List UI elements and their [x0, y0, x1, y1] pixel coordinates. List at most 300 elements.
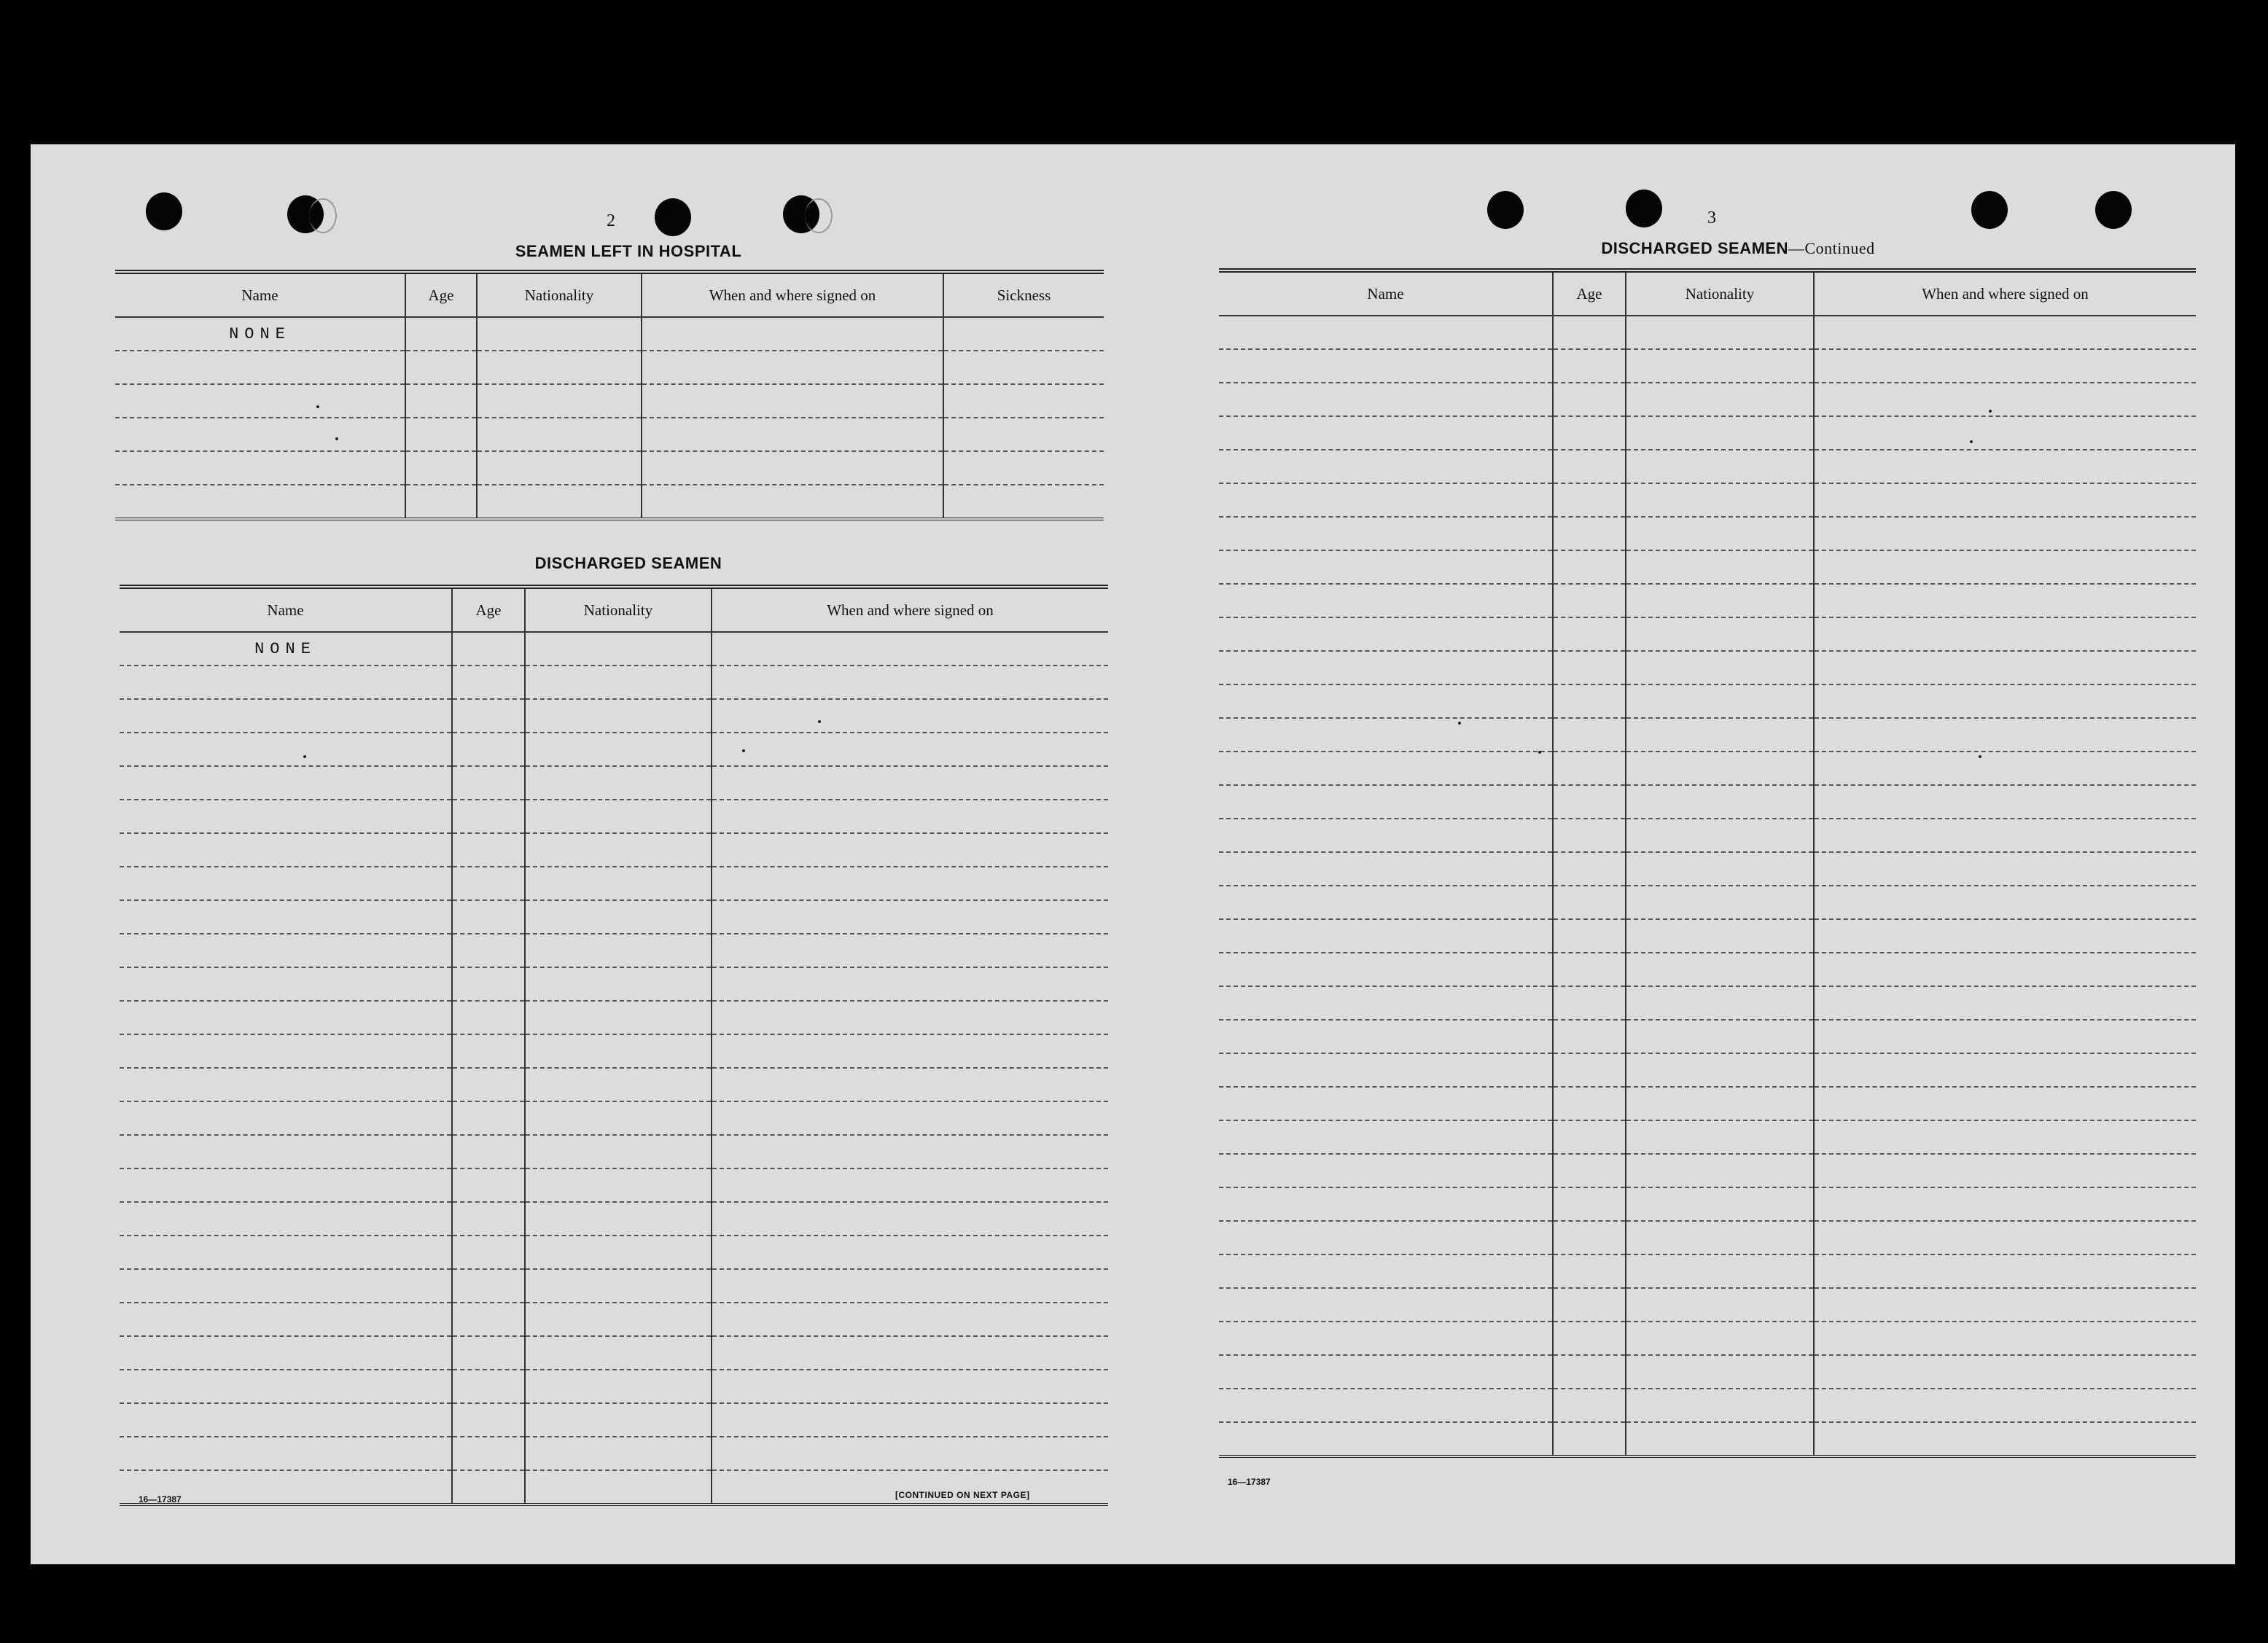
table-cell	[452, 900, 525, 934]
table-cell	[1814, 819, 2196, 852]
table-cell	[1553, 852, 1626, 886]
table-cell	[525, 1236, 712, 1269]
table-cell	[1814, 886, 2196, 919]
table-row	[115, 418, 1104, 451]
table-cell	[1626, 1254, 1814, 1288]
table-cell	[1553, 1221, 1626, 1254]
form-code: 16—17387	[1228, 1477, 1271, 1487]
table-cell	[1553, 1355, 1626, 1389]
binder-hole	[2095, 191, 2132, 229]
table-cell	[115, 384, 405, 418]
table-cell	[1553, 1120, 1626, 1154]
table-cell	[1814, 651, 2196, 684]
table-cell	[452, 1437, 525, 1470]
table-cell	[712, 1303, 1108, 1336]
table-cell	[120, 1303, 452, 1336]
table-cell	[1814, 483, 2196, 517]
table-cell	[1219, 1254, 1553, 1288]
table-cell	[1814, 617, 2196, 651]
table-row	[1219, 953, 2196, 986]
table-cell	[1219, 1355, 1553, 1389]
table-row	[120, 699, 1108, 733]
table-cell	[642, 351, 943, 384]
column-header: Name	[120, 589, 452, 632]
table-cell	[525, 1403, 712, 1437]
table-row	[1219, 450, 2196, 483]
table-cell	[1814, 684, 2196, 718]
table-cell	[120, 867, 452, 900]
table-cell	[1626, 852, 1814, 886]
column-header: Age	[452, 589, 525, 632]
table-row	[120, 1101, 1108, 1135]
table-cell	[1814, 517, 2196, 550]
column-header: When and where signed on	[1814, 273, 2196, 316]
table-cell	[1626, 416, 1814, 450]
table-cell	[1553, 416, 1626, 450]
table-cell	[1553, 1087, 1626, 1120]
table-cell	[452, 1001, 525, 1034]
table-cell	[525, 733, 712, 766]
table-cell	[712, 666, 1108, 699]
table-row	[120, 1437, 1108, 1470]
table-cell	[120, 1437, 452, 1470]
table-cell	[1553, 1422, 1626, 1455]
table-cell	[1553, 584, 1626, 617]
table-row	[1219, 1154, 2196, 1187]
table-cell	[120, 967, 452, 1001]
table-cell	[712, 967, 1108, 1001]
table-cell	[120, 800, 452, 833]
table-row	[1219, 316, 2196, 349]
table-cell	[1219, 684, 1553, 718]
table-cell	[712, 1101, 1108, 1135]
table-cell	[1626, 316, 1814, 349]
table-cell	[1553, 752, 1626, 785]
table-cell	[1626, 953, 1814, 986]
table-cell	[943, 317, 1104, 351]
table-cell	[452, 1101, 525, 1135]
speck	[335, 437, 338, 440]
table-cell	[452, 1370, 525, 1403]
table-cell	[712, 1370, 1108, 1403]
table-cell	[1219, 785, 1553, 819]
table-cell	[1814, 718, 2196, 752]
column-header: When and where signed on	[712, 589, 1108, 632]
hospital-table	[115, 270, 1104, 520]
table-row	[120, 934, 1108, 967]
table-cell	[1219, 550, 1553, 584]
column-header: Nationality	[525, 589, 712, 632]
table-cell	[120, 833, 452, 867]
table-cell	[1219, 1187, 1553, 1221]
table-row	[1219, 852, 2196, 886]
left-page	[31, 144, 1133, 1564]
table-row	[1219, 383, 2196, 416]
table-row	[1219, 1020, 2196, 1053]
table-cell	[1814, 1288, 2196, 1322]
table-cell	[1626, 819, 1814, 852]
table-cell	[1814, 953, 2196, 986]
table-cell	[1626, 1422, 1814, 1455]
table-cell	[1626, 1187, 1814, 1221]
table-row	[120, 967, 1108, 1001]
table-cell	[1814, 1221, 2196, 1254]
table-cell	[1219, 752, 1553, 785]
table-cell	[1814, 550, 2196, 584]
table-cell	[525, 699, 712, 733]
column-header: Sickness	[943, 274, 1104, 317]
discharged-table	[120, 585, 1108, 1506]
table-cell	[525, 833, 712, 867]
table-row	[1219, 550, 2196, 584]
table-cell	[525, 1470, 712, 1503]
table-row	[1219, 584, 2196, 617]
page-number: 3	[1707, 208, 1716, 227]
table-row	[1219, 785, 2196, 819]
table-cell	[1626, 1389, 1814, 1422]
table-cell	[1626, 1020, 1814, 1053]
table-cell	[452, 967, 525, 1001]
table-row	[1219, 1288, 2196, 1322]
discharged-continued-table	[1219, 268, 2196, 1458]
table-cell	[712, 900, 1108, 934]
speck	[316, 405, 319, 408]
speck	[303, 755, 306, 758]
table-cell	[1219, 416, 1553, 450]
table-cell	[1553, 316, 1626, 349]
table-cell	[405, 384, 477, 418]
table-cell	[120, 666, 452, 699]
table-cell	[120, 934, 452, 967]
table-cell	[120, 1370, 452, 1403]
table-cell	[1219, 1154, 1553, 1187]
table-cell	[405, 317, 477, 351]
table-cell	[1814, 1254, 2196, 1288]
table-row	[1219, 1120, 2196, 1154]
table-cell	[642, 418, 943, 451]
table-cell	[525, 967, 712, 1001]
table-cell	[1553, 517, 1626, 550]
discharged-continued-title	[1476, 239, 2000, 258]
table-cell	[1626, 651, 1814, 684]
binder-hole	[655, 198, 691, 236]
table-cell	[120, 1068, 452, 1101]
table-cell	[1814, 1154, 2196, 1187]
table-cell	[943, 384, 1104, 418]
table-row	[1219, 517, 2196, 550]
table-cell	[525, 1168, 712, 1202]
table-cell	[1219, 450, 1553, 483]
table-cell	[405, 418, 477, 451]
table-row	[120, 900, 1108, 934]
table-cell	[1814, 1389, 2196, 1422]
table-cell	[1814, 1355, 2196, 1389]
table-cell: NONE	[120, 632, 452, 666]
table-cell	[452, 1236, 525, 1269]
table-cell	[525, 666, 712, 699]
table-row	[120, 1370, 1108, 1403]
table-cell	[1626, 584, 1814, 617]
table-cell	[1814, 1187, 2196, 1221]
table-cell	[712, 632, 1108, 666]
table-cell	[1219, 584, 1553, 617]
table-cell	[1553, 450, 1626, 483]
table-cell	[1553, 785, 1626, 819]
table-row	[120, 1068, 1108, 1101]
table-row	[115, 351, 1104, 384]
table-cell	[452, 666, 525, 699]
table-row	[120, 1168, 1108, 1202]
table-cell	[1553, 1254, 1626, 1288]
table-cell	[1814, 450, 2196, 483]
table-row	[120, 1202, 1108, 1236]
table-cell	[1626, 919, 1814, 953]
table-row	[1219, 416, 2196, 450]
table-cell	[115, 351, 405, 384]
table-cell	[120, 1135, 452, 1168]
table-cell	[1626, 752, 1814, 785]
table-cell	[1626, 986, 1814, 1020]
table-cell	[525, 632, 712, 666]
table-row	[1219, 1053, 2196, 1087]
table-cell	[1553, 953, 1626, 986]
table-cell	[452, 632, 525, 666]
table-cell	[1553, 718, 1626, 752]
table-cell	[452, 1470, 525, 1503]
table-cell	[1626, 383, 1814, 416]
table-cell	[1553, 617, 1626, 651]
table-cell	[1219, 953, 1553, 986]
table-cell	[712, 1068, 1108, 1101]
table-cell	[452, 1403, 525, 1437]
right-page	[1133, 144, 2235, 1564]
table-cell	[1553, 1053, 1626, 1087]
table-row	[120, 1303, 1108, 1336]
table-cell	[1219, 1087, 1553, 1120]
table-row	[120, 1269, 1108, 1303]
table-bottom-rule	[120, 1503, 1108, 1506]
table-cell	[115, 485, 405, 518]
table-cell	[1814, 1422, 2196, 1455]
table-cell	[1626, 1322, 1814, 1355]
table-bottom-rule	[115, 518, 1104, 520]
table-cell	[120, 699, 452, 733]
speck	[1979, 755, 1981, 758]
table-cell	[642, 451, 943, 485]
table-cell	[525, 934, 712, 967]
table-cell	[1219, 919, 1553, 953]
table-cell	[1219, 1322, 1553, 1355]
title-main: DISCHARGED SEAMEN	[1601, 239, 1788, 257]
table-cell	[1219, 852, 1553, 886]
table-cell	[525, 1336, 712, 1370]
table-cell	[642, 384, 943, 418]
table-cell	[1814, 785, 2196, 819]
table-cell	[1814, 986, 2196, 1020]
table-row	[115, 485, 1104, 518]
table-cell	[405, 485, 477, 518]
table-row	[1219, 986, 2196, 1020]
table-cell	[1553, 651, 1626, 684]
table-cell	[712, 1001, 1108, 1034]
table-cell	[1219, 383, 1553, 416]
table-cell	[477, 384, 642, 418]
table-cell	[1553, 886, 1626, 919]
table-cell	[1626, 1288, 1814, 1322]
table-cell	[1626, 1154, 1814, 1187]
table-cell	[1219, 718, 1553, 752]
scanned-document	[31, 144, 2235, 1564]
table-row	[115, 384, 1104, 418]
table-cell	[525, 1370, 712, 1403]
table-cell	[477, 451, 642, 485]
table-cell	[1219, 886, 1553, 919]
table-cell	[1626, 1120, 1814, 1154]
table-cell	[1626, 517, 1814, 550]
column-header: Nationality	[477, 274, 642, 317]
table-cell	[1553, 919, 1626, 953]
table-cell	[712, 1269, 1108, 1303]
table-cell	[712, 1168, 1108, 1202]
table-cell	[452, 733, 525, 766]
table-cell	[1814, 349, 2196, 383]
table-cell	[712, 867, 1108, 900]
table-row	[120, 1135, 1108, 1168]
column-header: Name	[115, 274, 405, 317]
table-row	[1219, 919, 2196, 953]
table-cell	[1219, 483, 1553, 517]
table-cell	[525, 1303, 712, 1336]
table-cell	[525, 1001, 712, 1034]
table-cell	[120, 1202, 452, 1236]
table-cell	[120, 1034, 452, 1068]
table-cell	[477, 485, 642, 518]
discharged-section-title: DISCHARGED SEAMEN	[534, 554, 722, 572]
table-cell	[712, 1034, 1108, 1068]
table-row	[1219, 1221, 2196, 1254]
table-cell	[452, 800, 525, 833]
table-cell	[120, 766, 452, 800]
table-cell	[452, 833, 525, 867]
table-cell	[1553, 349, 1626, 383]
table-cell	[1814, 1020, 2196, 1053]
table-cell	[452, 1168, 525, 1202]
table-row	[120, 766, 1108, 800]
table-cell	[477, 418, 642, 451]
table-cell	[1814, 752, 2196, 785]
table-cell	[712, 934, 1108, 967]
table-cell	[712, 766, 1108, 800]
table-row	[120, 867, 1108, 900]
table-cell	[120, 1236, 452, 1269]
table-cell	[525, 1068, 712, 1101]
title-suffix: —Continued	[1788, 239, 1875, 257]
table-cell	[1219, 316, 1553, 349]
table-row	[1219, 1087, 2196, 1120]
table-cell	[120, 1403, 452, 1437]
table-cell	[452, 1068, 525, 1101]
table-cell	[120, 1269, 452, 1303]
hospital-section-title: SEAMEN LEFT IN HOSPITAL	[515, 242, 742, 260]
table-row	[120, 632, 1108, 666]
table-cell	[477, 351, 642, 384]
table-cell	[452, 1303, 525, 1336]
table-cell	[642, 317, 943, 351]
table-cell: NONE	[115, 317, 405, 351]
table-cell	[1219, 1053, 1553, 1087]
speck	[1989, 410, 1992, 413]
table-row	[115, 451, 1104, 485]
table-cell	[1626, 1221, 1814, 1254]
table-cell	[1626, 483, 1814, 517]
table-cell	[525, 900, 712, 934]
table-cell	[1553, 684, 1626, 718]
table-row	[120, 1034, 1108, 1068]
table-row	[120, 800, 1108, 833]
table-cell	[120, 1336, 452, 1370]
table-cell	[1553, 1020, 1626, 1053]
table-cell	[120, 733, 452, 766]
table-cell	[1553, 986, 1626, 1020]
table-cell	[120, 900, 452, 934]
table-cell	[1626, 1087, 1814, 1120]
table-cell	[1626, 1053, 1814, 1087]
table-row	[120, 733, 1108, 766]
table-cell	[1553, 1288, 1626, 1322]
table-cell	[943, 418, 1104, 451]
table-row	[1219, 617, 2196, 651]
table-cell	[1219, 517, 1553, 550]
table-cell	[525, 1135, 712, 1168]
table-cell	[525, 1034, 712, 1068]
table-cell	[1553, 1389, 1626, 1422]
speck	[742, 749, 745, 752]
table-cell	[452, 1269, 525, 1303]
table-cell	[1219, 819, 1553, 852]
table-cell	[1814, 416, 2196, 450]
table-cell	[1219, 617, 1553, 651]
column-header: Age	[405, 274, 477, 317]
form-code: 16—17387	[139, 1494, 182, 1505]
table-cell	[525, 1101, 712, 1135]
table-cell	[1219, 1389, 1553, 1422]
table-cell	[1553, 1322, 1626, 1355]
table-cell	[1626, 617, 1814, 651]
binder-hole	[1971, 191, 2008, 229]
table-cell	[1219, 1288, 1553, 1322]
table-cell	[405, 451, 477, 485]
table-cell	[1814, 584, 2196, 617]
table-cell	[452, 934, 525, 967]
table-row	[120, 666, 1108, 699]
table-row	[1219, 1254, 2196, 1288]
table-cell	[1553, 483, 1626, 517]
table-cell	[1814, 383, 2196, 416]
table-row	[1219, 1322, 2196, 1355]
column-header: Nationality	[1626, 273, 1814, 316]
table-cell	[405, 351, 477, 384]
table-cell	[477, 317, 642, 351]
table-cell	[1553, 819, 1626, 852]
table-cell	[1814, 316, 2196, 349]
table-cell	[943, 451, 1104, 485]
table-cell	[1814, 1087, 2196, 1120]
table-cell	[120, 1168, 452, 1202]
table-cell	[1626, 684, 1814, 718]
binder-hole	[287, 195, 324, 233]
binder-hole	[1626, 190, 1662, 227]
table-cell	[525, 1269, 712, 1303]
